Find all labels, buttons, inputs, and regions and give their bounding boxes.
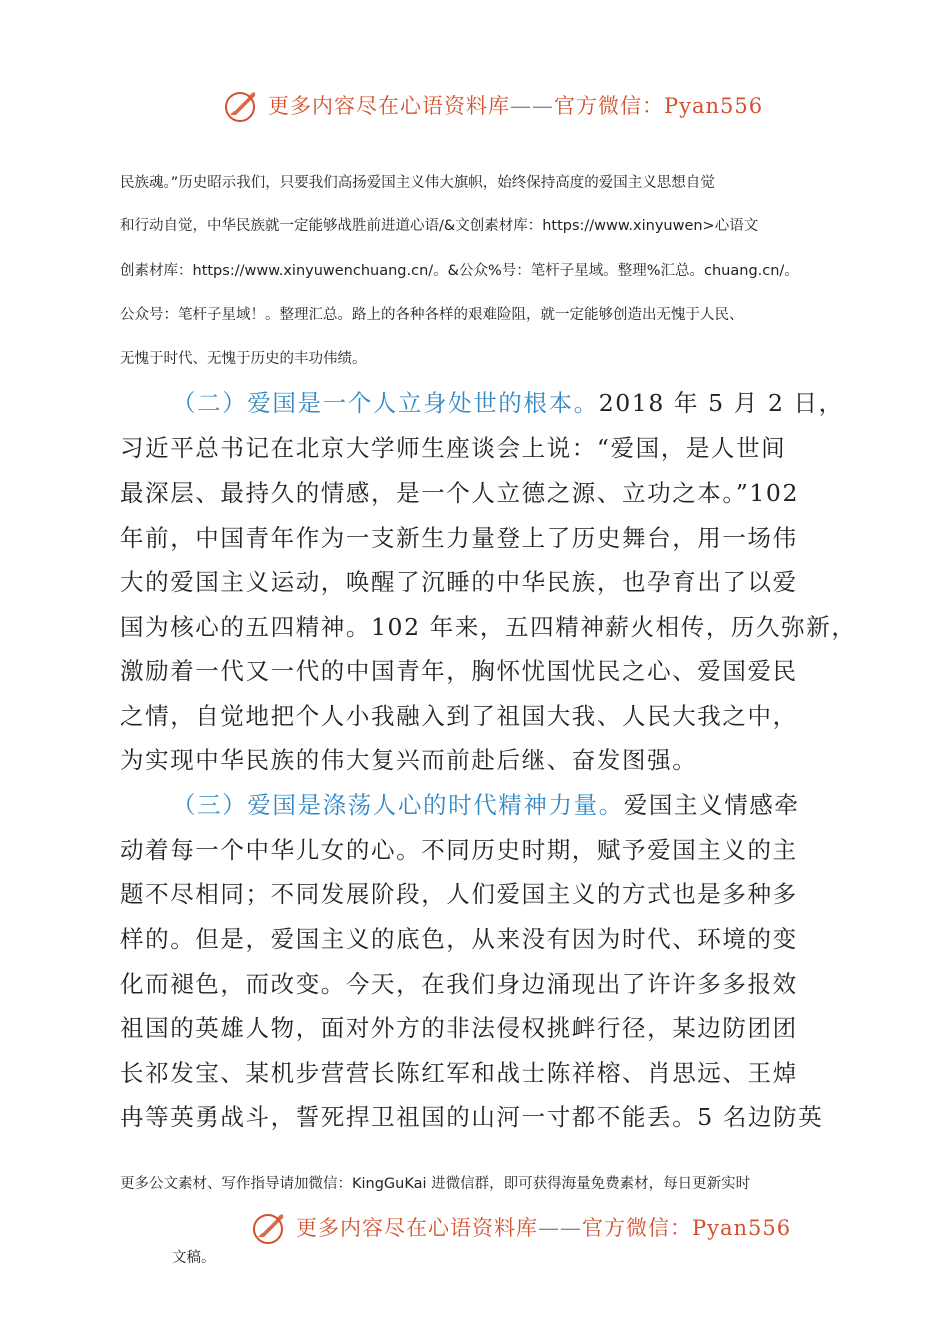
intro-line-3: 创素材库：https://www.xinyuwenchuang.cn/。&公众%号：笔杆子星域。整理%汇总。chuang.cn/。 — [120, 263, 799, 279]
footer-brand-main: 更多内容尽在心语资料库 — [296, 1216, 538, 1240]
header-watermark — [222, 85, 763, 125]
header-brand-wechat: 官方微信：Pyan556 — [554, 94, 764, 118]
footer-brand-wechat: 官方微信：Pyan556 — [582, 1216, 792, 1240]
section3-first-line — [172, 786, 892, 820]
section2-first-line — [172, 384, 892, 418]
section2-line-7: 之情，自觉地把个人小我融入到了祖国大我、人民大我之中， — [120, 702, 798, 730]
section2-heading: （二）爱国是一个人立身处世的根本。 — [172, 389, 599, 417]
footer-watermark — [250, 1207, 791, 1247]
section3-line-1: 动着每一个中华儿女的心。不同历史时期，赋予爱国主义的主 — [120, 836, 798, 864]
header-brand-main: 更多内容尽在心语资料库 — [268, 94, 510, 118]
header-brand-text — [268, 90, 763, 120]
section3-heading: （三）爱国是涤荡人心的时代精神力量。 — [172, 791, 624, 819]
section3-line-6: 长祁发宝、某机步营营长陈红军和战士陈祥榕、肖思远、王焯 — [120, 1059, 798, 1087]
section2-line-8: 为实现中华民族的伟大复兴而前赴后继、奋发图强。 — [120, 746, 698, 774]
section2-line-5: 国为核心的五四精神。102 年来，五四精神薪火相传，历久弥新， — [120, 613, 857, 641]
section2-line-1: 习近平总书记在北京大学师生座谈会上说：“爱国，是人世间 — [120, 434, 787, 462]
section2-line-2: 最深层、最持久的情感，是一个人立德之源、立功之本。”102 — [120, 479, 800, 507]
quill-logo-icon — [222, 85, 262, 125]
footer-brand-text — [296, 1212, 791, 1242]
section3-line-4: 化而褪色，而改变。今天，在我们身边涌现出了许许多多报效 — [120, 970, 798, 998]
footer-line-1: 更多公文素材、写作指导请加微信：KingGuKai 进微信群，即可获得海量免费素材，每日更新实时 — [120, 1176, 751, 1192]
intro-line-2: 和行动自觉，中华民族就一定能够战胜前进道心语/&文创素材库：https://www.xinyuwen>心语文 — [120, 218, 759, 234]
section3-line-2: 题不尽相同；不同发展阶段，人们爱国主义的方式也是多种多 — [120, 880, 798, 908]
footer-line-2: 文稿。 — [172, 1250, 216, 1266]
header-brand-dash: —— — [510, 94, 554, 118]
footer-brand-dash: —— — [538, 1216, 582, 1240]
intro-line-1: 民族魂。”历史昭示我们，只要我们高扬爱国主义伟大旗帜，始终保持高度的爱国主义思想自觉 — [120, 175, 715, 191]
section2-first-line-rest: 2018 年 5 月 2 日， — [598, 389, 844, 417]
section3-line-5: 祖国的英雄人物，面对外方的非法侵权挑衅行径，某边防团团 — [120, 1014, 798, 1042]
intro-line-5: 无愧于时代、无愧于历史的丰功伟绩。 — [120, 351, 367, 367]
section3-first-line-rest: 爱国主义情感牵 — [623, 791, 800, 819]
section3-line-7: 冉等英勇战斗，誓死捍卫祖国的山河一寸都不能丢。5 名边防英 — [120, 1103, 824, 1131]
intro-line-4: 公众号：笔杆子星域！。整理汇总。路上的各种各样的艰难险阻，就一定能够创造出无愧于人民、 — [120, 307, 744, 323]
quill-logo-icon — [250, 1207, 290, 1247]
section3-line-3: 样的。但是，爱国主义的底色，从来没有因为时代、环境的变 — [120, 925, 798, 953]
section2-line-4: 大的爱国主义运动，唤醒了沉睡的中华民族，也孕育出了以爱 — [120, 568, 798, 596]
section2-line-6: 激励着一代又一代的中国青年，胸怀忧国忧民之心、爱国爱民 — [120, 657, 798, 685]
section2-line-3: 年前，中国青年作为一支新生力量登上了历史舞台，用一场伟 — [120, 524, 798, 552]
